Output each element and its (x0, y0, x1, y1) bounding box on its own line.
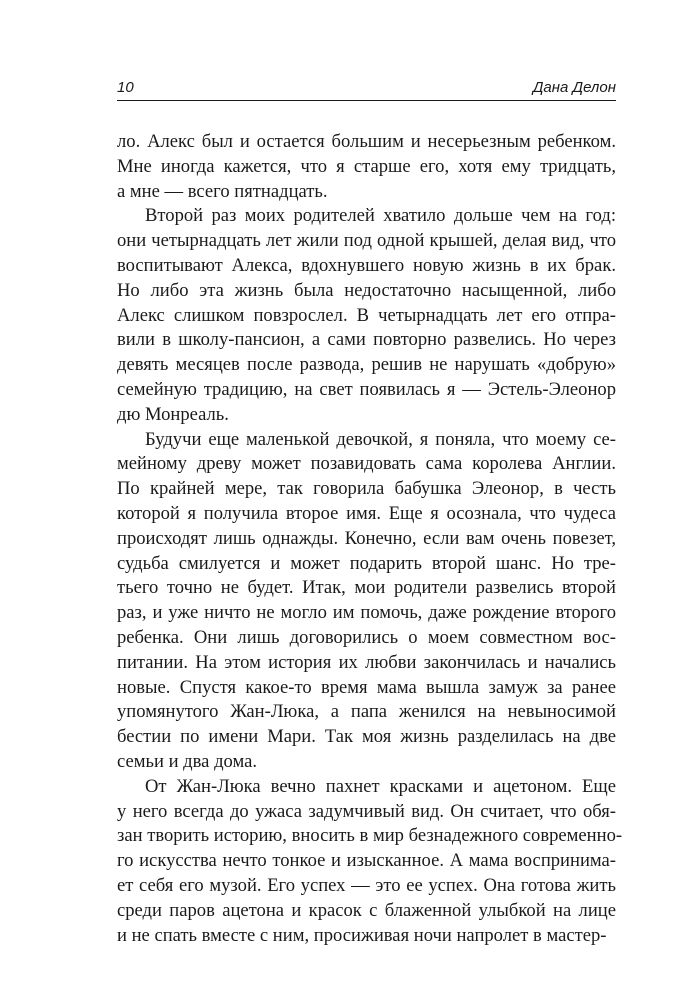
text-line: тьего точно не будет. Итак, мои родители развелись второй (117, 577, 616, 599)
text-line: От Жан-Люка вечно пахнет красками и ацетоном. Еще (145, 775, 616, 797)
text-line: ет себя его музой. Его успех — это ее успех. Она готова жить (117, 874, 616, 896)
text-line: упомянутого Жан-Люка, а папа женился на невыносимой (117, 701, 616, 723)
paragraph (117, 775, 623, 949)
text-line: раз, и уже ничто не могло им помочь, даже рождение второго (117, 602, 616, 624)
text-line: происходят лишь однажды. Конечно, если вам очень повезет, (117, 527, 616, 549)
text-line: го искусства нечто тонкое и изысканное. А мама воспринима- (117, 850, 616, 872)
text-line: которой я получила второе имя. Еще я осознала, что чудеса (117, 502, 616, 524)
text-line: воспитывают Алекса, вдохнувшего новую жизнь в их брак. (117, 254, 616, 276)
text-line: мейному древу может позавидовать сама королева Англии. (117, 453, 616, 475)
paragraph (117, 204, 616, 427)
text-line: питании. На этом история их любви закончилась и начались (117, 651, 616, 673)
running-header (117, 76, 616, 100)
text-line: семьи и два дома. (117, 750, 258, 772)
text-line: зан творить историю, вносить в мир безнадежного современно- (117, 825, 623, 847)
header-rule (117, 100, 616, 101)
text-line: Будучи еще маленькой девочкой, я поняла, что моему се- (145, 428, 616, 450)
text-line: ребенка. Они лишь договорились о моем совместном вос- (117, 626, 616, 648)
page-number: 10 (117, 79, 134, 96)
text-line: и не спать вместе с ним, просиживая ночи напролет в мастер- (117, 924, 607, 946)
text-line: Мне иногда кажется, что я старше его, хотя ему тридцать, (117, 155, 616, 177)
body-text (117, 130, 623, 948)
text-line: вили в школу-пансион, а сами повторно развелись. Но через (117, 329, 616, 351)
paragraph (117, 130, 616, 204)
text-line: Второй раз моих родителей хватило дольше чем на год: (145, 205, 616, 227)
text-line: Алекс слишком повзрослел. В четырнадцать лет его отпра- (117, 304, 616, 326)
text-line: семейную традицию, на свет появилась я — Эстель-Элеонор (117, 378, 616, 400)
paragraph (117, 428, 616, 775)
text-line: дю Монреаль. (117, 403, 229, 425)
text-line: По крайней мере, так говорила бабушка Элеонор, в честь (117, 478, 616, 500)
text-line: Но либо эта жизнь была недостаточно насыщенной, либо (117, 279, 616, 301)
text-line: у него всегда до ужаса задумчивый вид. Он считает, что обя- (117, 800, 616, 822)
text-line: а мне — всего пятнадцать. (117, 180, 328, 202)
text-line: ло. Алекс был и остается большим и несерьезным ребенком. (117, 131, 616, 152)
text-line: они четырнадцать лет жили под одной крышей, делая вид, что (117, 230, 616, 252)
text-line: среди паров ацетона и красок с блаженной улыбкой на лице (117, 899, 616, 921)
text-line: девять месяцев после развода, решив не нарушать «добрую» (117, 354, 616, 376)
text-line: новые. Спустя какое-то время мама вышла замуж за ранее (117, 676, 616, 698)
text-line: судьба смилуется и может подарить второй шанс. Но тре- (117, 552, 616, 574)
author-name: Дана Делон (532, 79, 616, 96)
text-line: бестии по имени Мари. Так моя жизнь разделилась на две (117, 726, 616, 748)
